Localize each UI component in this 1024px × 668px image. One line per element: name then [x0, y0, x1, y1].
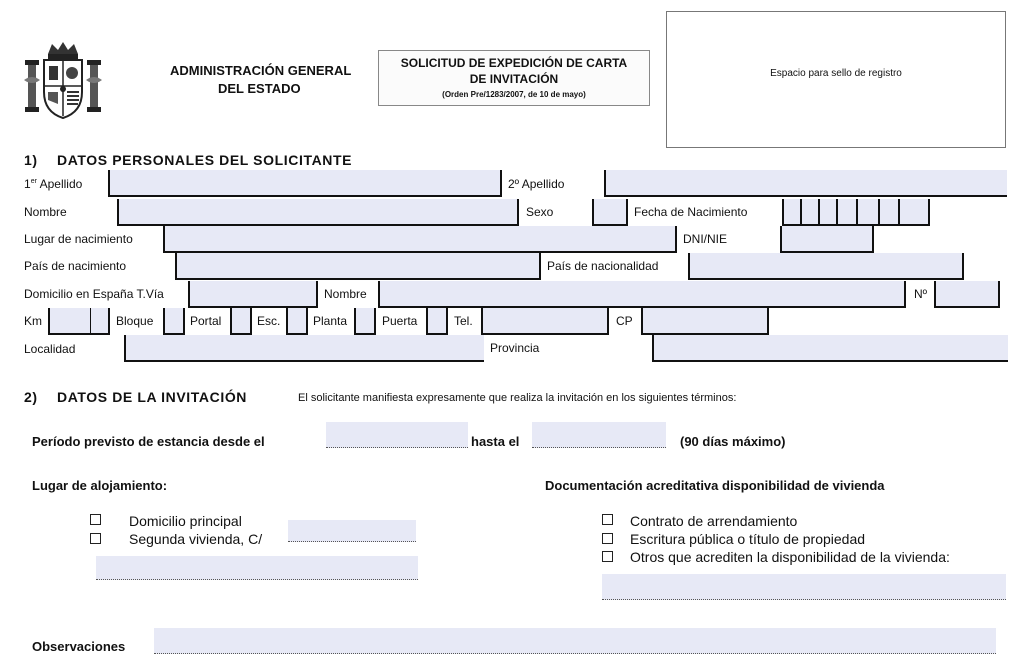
- birth-place-label: Lugar de nacimiento: [24, 232, 133, 246]
- accommodation-title: Lugar de alojamiento:: [32, 478, 168, 493]
- km-label: Km: [24, 314, 42, 328]
- id-document-field[interactable]: [780, 226, 874, 253]
- main-residence-field[interactable]: [288, 520, 416, 542]
- phone-label: Tel.: [454, 314, 473, 328]
- second-surname-label: 2º Apellido: [508, 177, 565, 191]
- administration-line-2: DEL ESTADO: [218, 81, 301, 96]
- observations-field[interactable]: [154, 628, 996, 654]
- form-title-box: [378, 50, 650, 106]
- other-documents-label: Otros que acrediten la disponibilidad de la vivienda:: [630, 549, 950, 565]
- id-document-label: DNI/NIE: [683, 232, 728, 246]
- section-1-number: 1): [24, 152, 38, 168]
- second-home-label: Segunda vivienda, C/: [129, 531, 263, 547]
- province-label: Provincia: [490, 341, 540, 355]
- block-field[interactable]: [163, 308, 185, 335]
- postal-code-label: CP: [616, 314, 633, 328]
- lease-contract-checkbox[interactable]: [602, 514, 613, 525]
- section-1-title: DATOS PERSONALES DEL SOLICITANTE: [57, 152, 353, 168]
- stay-from-date-field[interactable]: [326, 422, 468, 448]
- property-deed-checkbox[interactable]: [602, 533, 613, 544]
- main-residence-label: Domicilio principal: [129, 513, 242, 529]
- section-2-number: 2): [24, 389, 38, 405]
- stair-label: Esc.: [257, 314, 281, 328]
- nationality-label: País de nacionalidad: [547, 259, 659, 273]
- second-home-address-field[interactable]: [96, 556, 418, 580]
- lease-contract-label: Contrato de arrendamiento: [630, 513, 798, 529]
- second-home-checkbox[interactable]: [90, 533, 101, 544]
- coat-of-arms-logo: [22, 40, 104, 122]
- form-title-reference: (Orden Pre/1283/2007, de 10 de mayo): [442, 90, 586, 99]
- address-type-field[interactable]: [188, 281, 318, 308]
- birth-country-field[interactable]: [175, 253, 541, 280]
- housing-documentation-title: Documentación acreditativa disponibilidad de vivienda: [545, 478, 885, 493]
- block-label: Bloque: [116, 314, 154, 328]
- address-type-label: Domicilio en España T.Vía: [24, 287, 164, 301]
- observations-label: Observaciones: [32, 639, 126, 654]
- section-2-intro: El solicitante manifiesta expresamente que realiza la invitación en los siguientes términos:: [298, 392, 737, 404]
- name-label: Nombre: [24, 205, 67, 219]
- second-surname-field[interactable]: [604, 170, 1007, 197]
- locality-field[interactable]: [124, 335, 484, 362]
- stair-field[interactable]: [286, 308, 308, 335]
- floor-field[interactable]: [354, 308, 376, 335]
- door-field[interactable]: [426, 308, 448, 335]
- phone-field[interactable]: [481, 308, 609, 335]
- birth-place-field[interactable]: [163, 226, 677, 253]
- stay-period-label: Período previsto de estancia desde el: [32, 434, 265, 449]
- section-2-title: DATOS DE LA INVITACIÓN: [57, 389, 248, 405]
- sex-field[interactable]: [592, 199, 628, 226]
- other-documents-field[interactable]: [602, 574, 1006, 600]
- province-field[interactable]: [652, 335, 1008, 362]
- portal-label: Portal: [190, 314, 222, 328]
- street-number-label: Nº: [914, 287, 928, 301]
- main-residence-checkbox[interactable]: [90, 514, 101, 525]
- street-name-field[interactable]: [378, 281, 906, 308]
- registry-stamp-box: [666, 11, 1006, 148]
- other-documents-checkbox[interactable]: [602, 551, 613, 562]
- form-title-line-1: SOLICITUD DE EXPEDICIÓN DE CARTA: [400, 56, 628, 70]
- stay-until-date-field[interactable]: [532, 422, 666, 448]
- name-field[interactable]: [117, 199, 519, 226]
- form-title-line-2: DE INVITACIÓN: [469, 72, 559, 86]
- property-deed-label: Escritura pública o título de propiedad: [630, 531, 866, 547]
- birth-date-field[interactable]: [782, 199, 930, 226]
- max-days-note: (90 días máximo): [680, 434, 786, 449]
- stay-until-label: hasta el: [471, 434, 520, 449]
- portal-field[interactable]: [230, 308, 252, 335]
- sex-label: Sexo: [526, 205, 554, 219]
- postal-code-field[interactable]: [641, 308, 769, 335]
- birth-date-label: Fecha de Nacimiento: [634, 205, 748, 219]
- nationality-field[interactable]: [688, 253, 964, 280]
- km-field[interactable]: [48, 308, 110, 335]
- registry-stamp-label: Espacio para sello de registro: [770, 68, 902, 79]
- locality-label: Localidad: [24, 342, 76, 356]
- floor-label: Planta: [313, 314, 348, 328]
- street-name-label: Nombre: [324, 287, 367, 301]
- door-label: Puerta: [382, 314, 418, 328]
- administration-line-1: ADMINISTRACIÓN GENERAL: [170, 63, 352, 78]
- first-surname-field[interactable]: [108, 170, 502, 197]
- street-number-field[interactable]: [934, 281, 1000, 308]
- first-surname-label: 1er Apellido: [24, 177, 83, 191]
- birth-country-label: País de nacimiento: [24, 259, 127, 273]
